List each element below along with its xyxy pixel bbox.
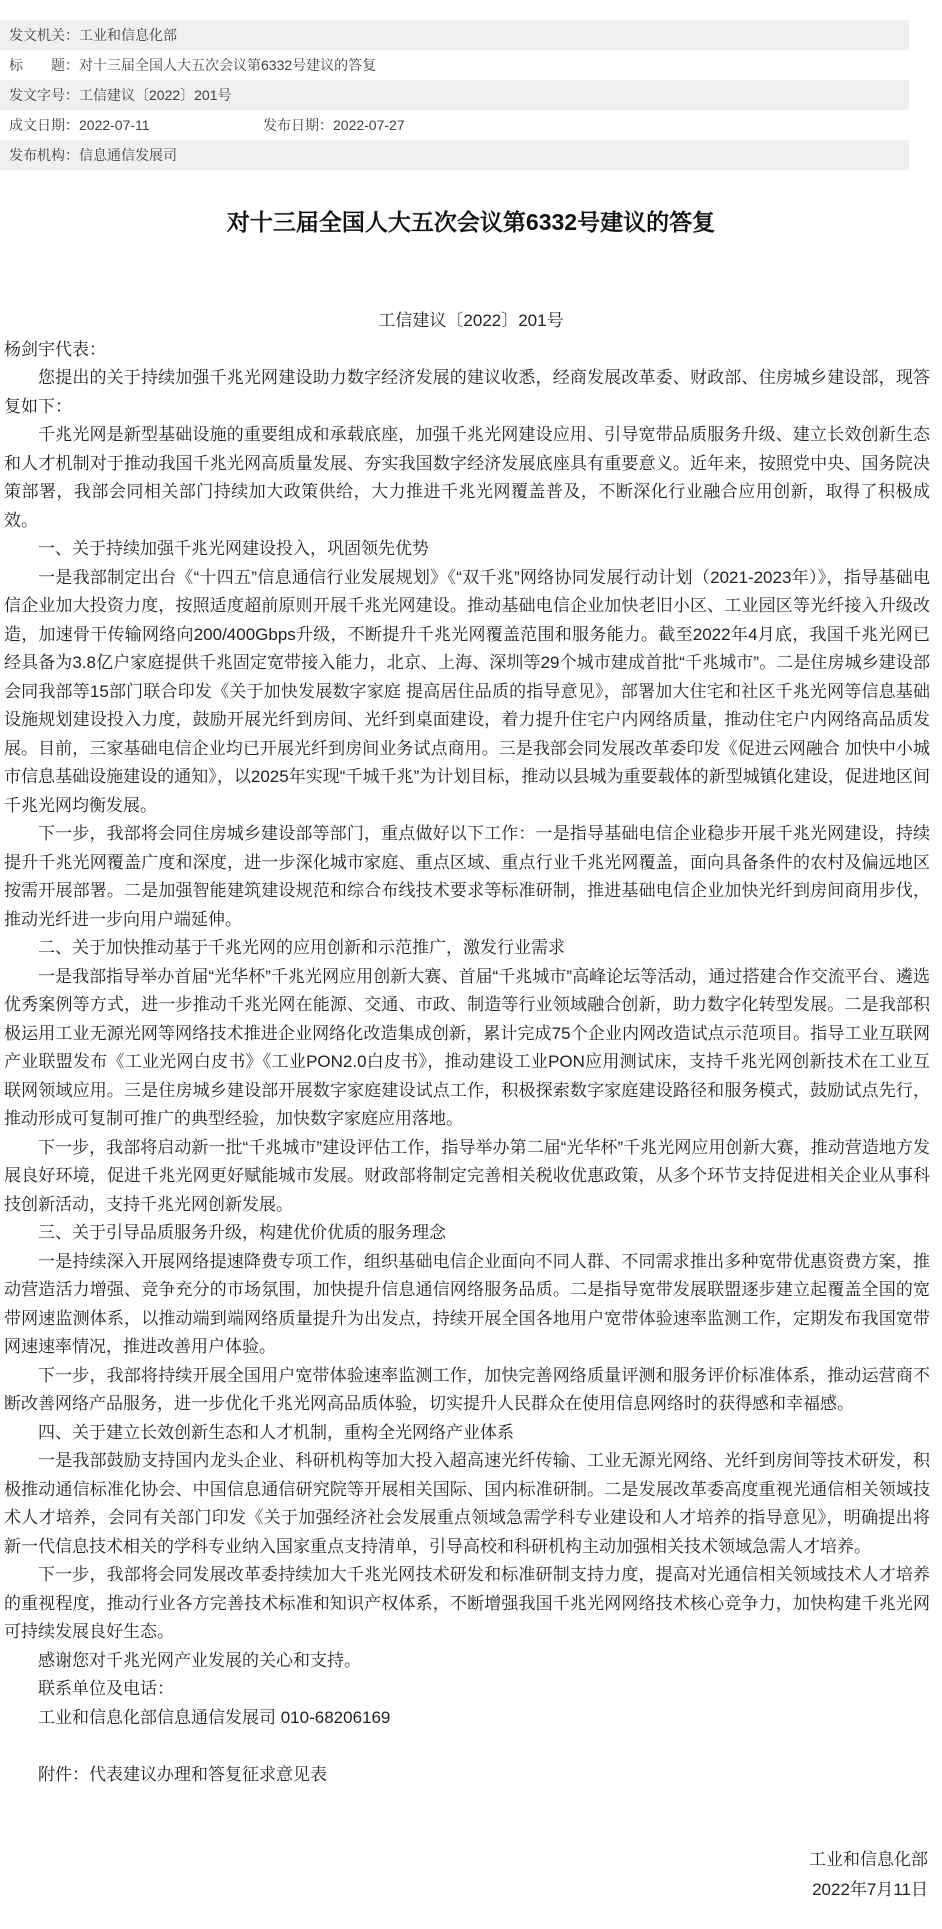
body-paragraph: 下一步，我部将会同发展改革委持续加大千兆光网技术研发和标准研制支持力度，提高对光通信相关领域技术人才培养的重视程度，推动行业各方完善技术标准和知识产权体系，不断增强我国千兆光网网络技术核心竞争力，加快构建千兆光网可持续发展良好生态。 xyxy=(4,1565,930,1641)
meta-row-doc-number xyxy=(0,80,909,110)
meta-row-title xyxy=(0,50,909,80)
attachment-line: 附件：代表建议办理和答复征求意见表 xyxy=(38,1764,327,1784)
signature-date: 2022年7月11日 xyxy=(812,1880,928,1899)
page-title: 对十三届全国人大五次会议第6332号建议的答复 xyxy=(226,209,716,235)
meta-label-written-date: 成文日期： xyxy=(9,117,79,133)
meta-value-issuing-authority: 工业和信息化部 xyxy=(79,27,177,43)
signature-block xyxy=(0,1845,942,1905)
meta-value-title: 对十三届全国人大五次会议第6332号建议的答复 xyxy=(79,57,377,73)
meta-row-issuing-authority xyxy=(0,20,909,50)
body-paragraph: 一是我部指导举办首届“光华杯”千兆光网应用创新大赛、首届“千兆城市”高峰论坛等活动，通过搭建合作交流平台、遴选优秀案例等方式，进一步推动千兆光网在能源、交通、市政、制造等行业领域融合创新，助力数字化转型发展。二是我部积极运用工业无源光网等网络技术推进企业网络化改造集成创新，累计完成75个企业内网改造试点示范项目。指导工业互联网产业联盟发布《工业光网白皮书》《工业PON2.0白皮书》，推动建设工业PON应用测试床，支持千兆光网创新技术在工业互联网领域应用。三是住房城乡建设部开展数字家庭建设试点工作，积极探索数字家庭建设路径和服务模式，鼓励试点先行，推动形成可复制可推广的典型经验，加快数字家庭应用落地。 xyxy=(4,966,930,1128)
meta-pair-written-date xyxy=(9,110,263,140)
section-2-heading: 二、关于加快推动基于千兆光网的应用创新和示范推广，激发行业需求 xyxy=(38,938,565,957)
meta-pair-publish-date xyxy=(263,117,405,133)
signature-org: 工业和信息化部 xyxy=(809,1850,928,1869)
section-4-heading: 四、关于建立长效创新生态和人才机制，重构全光网络产业体系 xyxy=(38,1422,514,1442)
meta-label-publish-date: 发布日期： xyxy=(263,117,333,133)
body-paragraph: 您提出的关于持续加强千兆光网建设助力数字经济发展的建议收悉，经商发展改革委、财政部、住房城乡建设部，现答复如下： xyxy=(4,368,930,416)
meta-label-doc-number: 发文字号： xyxy=(9,87,79,103)
meta-label-issuing-authority: 发文机关： xyxy=(9,27,79,43)
thanks-line: 感谢您对千兆光网产业发展的关心和支持。 xyxy=(38,1650,361,1670)
contact-label: 联系单位及电话： xyxy=(38,1679,174,1698)
meta-value-publish-date: 2022-07-27 xyxy=(333,117,405,133)
meta-label-title: 标 题： xyxy=(9,57,79,73)
document-page xyxy=(0,20,942,1929)
section-1-heading: 一、关于持续加强千兆光网建设投入，巩固领先优势 xyxy=(38,539,429,558)
meta-value-publishing-office: 信息通信发展司 xyxy=(79,147,177,163)
document-meta-table xyxy=(0,20,909,170)
body-paragraph: 一是我部鼓励支持国内龙头企业、科研机构等加大投入超高速光纤传输、工业无源光网络、光纤到房间等技术研发，积极推动通信标准化协会、中国信息通信研究院等开展相关国际、国内标准研制。二是发展改革委高度重视光通信相关领域技术人才培养，会同有关部门印发《关于加强经济社会发展重点领域急需学科专业建设和人才培养的指导意见》，明确提出将新一代信息技术相关的学科专业纳入国家重点支持清单，引导高校和科研机构主动加强相关技术领域急需人才培养。 xyxy=(4,1451,930,1556)
body-paragraph: 千兆光网是新型基础设施的重要组成和承载底座，加强千兆光网建设应用、引导宽带品质服务升级、建立长效创新生态和人才机制对于推动我国千兆光网高质量发展、夯实我国数字经济发展底座具有重要意义。近年来，按照党中央、国务院决策部署，我部会同相关部门持续加大政策供给，大力推进千兆光网覆盖普及，不断深化行业融合应用创新，取得了积极成效。 xyxy=(4,425,930,530)
meta-row-dates xyxy=(0,110,909,140)
meta-value-doc-number: 工信建议〔2022〕201号 xyxy=(79,87,232,103)
body-paragraph: 下一步，我部将持续开展全国用户宽带体验速率监测工作，加快完善网络质量评测和服务评价标准体系，推动运营商不断改善网络产品服务，进一步优化千兆光网高品质体验，切实提升人民群众在使用信息网络时的获得感和幸福感。 xyxy=(4,1365,930,1413)
document-body xyxy=(0,336,942,1790)
contact-phone-line: 工业和信息化部信息通信发展司 010-68206169 xyxy=(38,1707,391,1727)
body-paragraph: 下一步，我部将会同住房城乡建设部等部门，重点做好以下工作：一是指导基础电信企业稳步开展千兆光网建设，持续提升千兆光网覆盖广度和深度，进一步深化城市家庭、重点区域、重点行业千兆光网覆盖，面向具备条件的农村及偏远地区按需开展部署。二是加强智能建筑建设规范和综合布线技术要求等标准研制，推进基础电信企业加快光纤到房间商用步伐，推动光纤进一步向用户端延伸。 xyxy=(4,824,930,929)
meta-label-publishing-office: 发布机构： xyxy=(9,147,79,163)
section-3-heading: 三、关于引导品质服务升级，构建优价优质的服务理念 xyxy=(38,1223,446,1242)
document-number: 工信建议〔2022〕201号 xyxy=(378,311,564,330)
meta-value-written-date: 2022-07-11 xyxy=(79,117,150,133)
body-paragraph: 一是持续深入开展网络提速降费专项工作，组织基础电信企业面向不同人群、不同需求推出多种宽带优惠资费方案，推动营造活力增强、竞争充分的市场氛围，加快提升信息通信网络服务品质。二是指导宽带发展联盟逐步建立起覆盖全国的宽带网速监测体系，以推动端到端网络质量提升为出发点，持续开展全国各地用户宽带体验速率监测工作，定期发布我国宽带网速速率情况，推进改善用户体验。 xyxy=(4,1251,930,1356)
body-paragraph: 下一步，我部将启动新一批“千兆城市”建设评估工作，指导举办第二届“光华杯”千兆光网应用创新大赛，推动营造地方发展良好环境，促进千兆光网更好赋能城市发展。财政部将制定完善相关税收优惠政策，从多个环节支持促进相关企业从事科技创新活动，支持千兆光网创新发展。 xyxy=(4,1137,930,1214)
body-paragraph: 一是我部制定出台《“十四五”信息通信行业发展规划》《“双千兆”网络协同发展行动计划（2021-2023年）》，指导基础电信企业加大投资力度，按照适度超前原则开展千兆光网建设。推动基础电信企业加快老旧小区、工业园区等光纤接入升级改造，加速骨干传输网络向200/400Gbps升级，不断提升千兆光网覆盖范围和服务能力。截至2022年4月底，我国千兆光网已经具备为3.8亿户家庭提供千兆固定宽带接入能力，北京、上海、深圳等29个城市建成首批“千兆城市”。二是住房城乡建设部会同我部等15部门联合印发《关于加快发展数字家庭 提高居住品质的指导意见》，部署加大住宅和社区千兆光网等信息基础设施规划建设投入力度，鼓励开展光纤到房间、光纤到桌面建设，着力提升住宅户内网络质量，推动住宅户内网络高品质发展。目前，三家基础电信企业均已开展光纤到房间业务试点商用。三是我部会同发展改革委印发《促进云网融合 加快中小城市信息基础设施建设的通知》，以2025年实现“千城千兆”为计划目标，推动以县城为重要载体的新型城镇化建设，促进地区间千兆光网均衡发展。 xyxy=(4,567,930,815)
meta-row-publishing-office xyxy=(0,140,909,170)
salutation: 杨剑宇代表： xyxy=(4,339,106,359)
